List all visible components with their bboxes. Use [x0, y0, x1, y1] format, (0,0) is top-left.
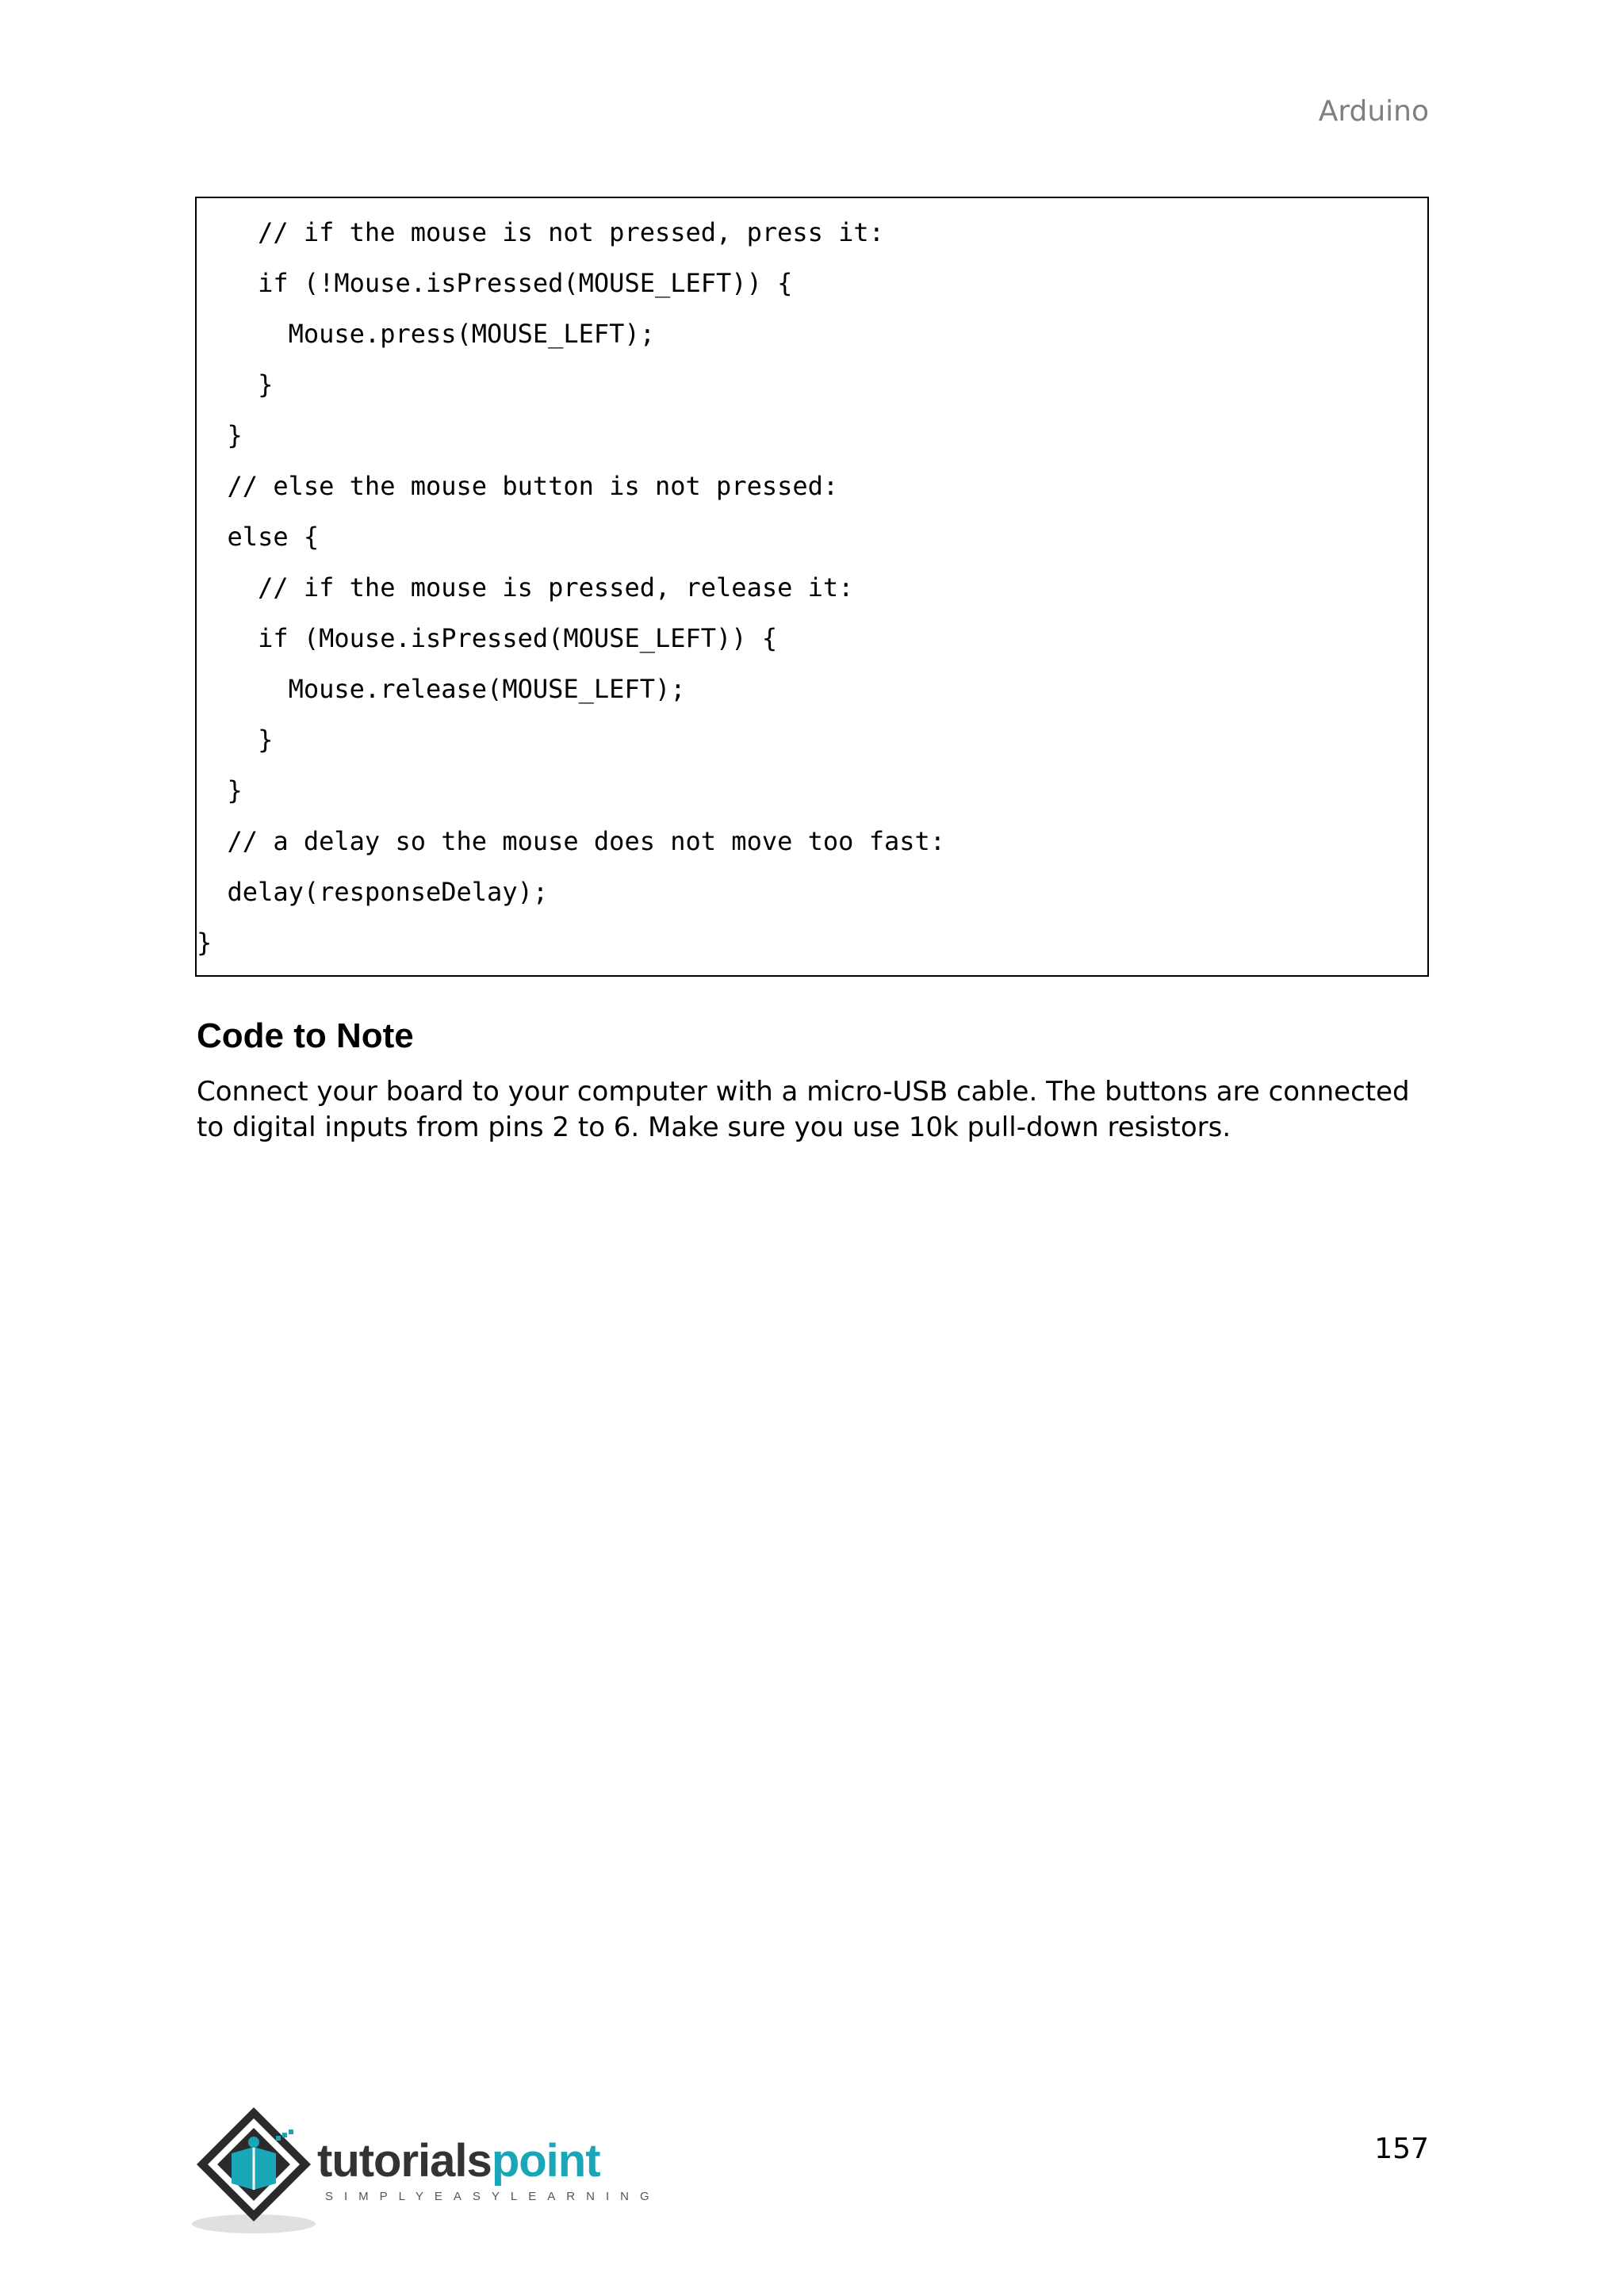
code-line: Mouse.release(MOUSE_LEFT); — [197, 674, 686, 704]
code-line: } — [197, 420, 243, 450]
tutorialspoint-logo — [190, 2101, 661, 2236]
logo-emblem-icon — [190, 2101, 317, 2236]
code-line: delay(responseDelay); — [197, 877, 549, 907]
code-line: Mouse.press(MOUSE_LEFT); — [197, 319, 655, 349]
code-block — [195, 197, 1429, 977]
code-line: // if the mouse is pressed, release it: — [197, 572, 854, 603]
code-line: if (Mouse.isPressed(MOUSE_LEFT)) { — [197, 623, 778, 653]
code-line: } — [197, 369, 274, 400]
logo-wordmark-part2: point — [491, 2135, 600, 2187]
code-line: // a delay so the mouse does not move too fast: — [197, 826, 946, 856]
page-number: 157 — [1374, 2133, 1429, 2165]
logo-wordmark — [317, 2134, 600, 2187]
code-line: // else the mouse button is not pressed: — [197, 471, 839, 501]
page-header-title: Arduino — [1318, 95, 1429, 128]
section-paragraph: Connect your board to your computer with a micro-USB cable. The buttons are connected to digital inputs from pins 2 to 6. Make sure you use 10k pull-down resistors. — [197, 1076, 1410, 1143]
logo-tagline: SIMPLYEASYLEARNING — [325, 2190, 661, 2203]
code-line: } — [197, 775, 243, 806]
code-line: if (!Mouse.isPressed(MOUSE_LEFT)) { — [197, 268, 793, 298]
section-heading: Code to Note — [197, 1016, 414, 1055]
code-line: else { — [197, 522, 320, 552]
logo-wordmark-part1: tutorials — [317, 2135, 492, 2187]
code-line: } — [197, 928, 213, 958]
code-line: // if the mouse is not pressed, press it: — [197, 217, 884, 247]
code-line: } — [197, 725, 274, 755]
